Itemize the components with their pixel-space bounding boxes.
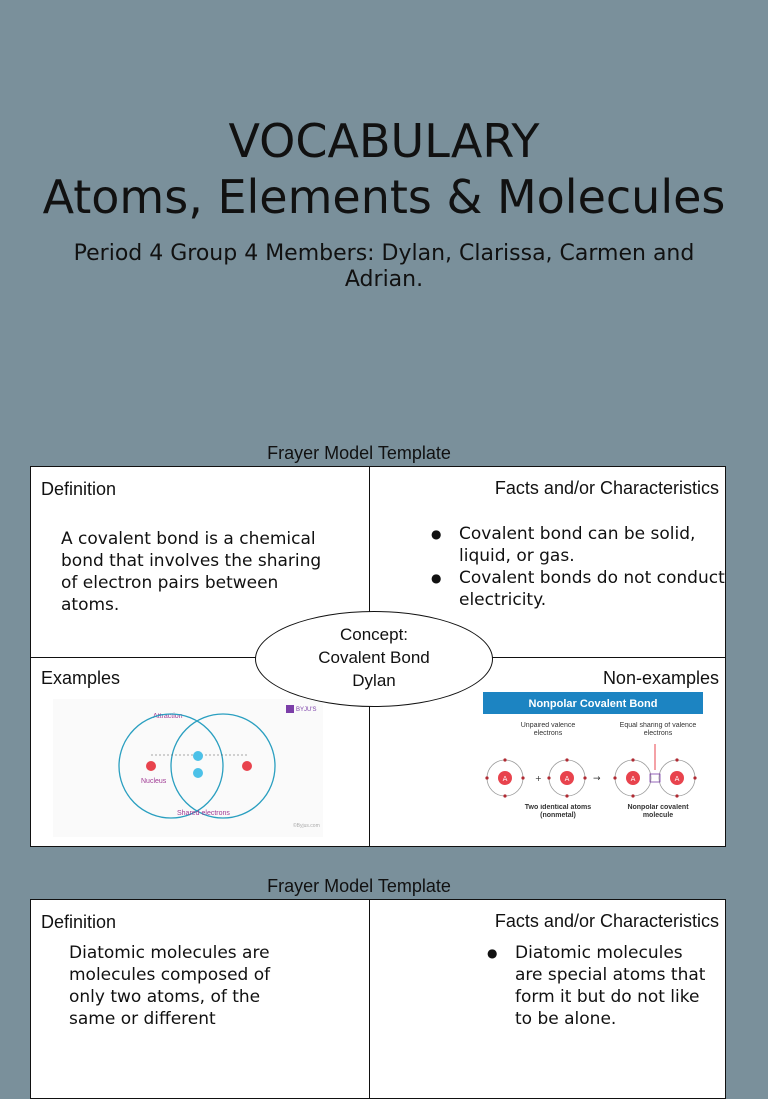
svg-text:A: A [630,775,636,783]
nonpolar-covalent-diagram [473,692,703,838]
nucleus-left [146,761,156,771]
two-atoms-label: Two identical atoms (nonmetal) [524,804,592,819]
divider-vertical [369,900,370,1098]
shared-electron [193,751,203,761]
facts-label: Facts and/or Characteristics [494,478,719,498]
definition-label: Definition [41,479,117,499]
equal-sharing-label: Equal sharing of valence electrons [619,722,697,737]
facts-list [487,942,715,1030]
fact-item: ● Covalent bond can be solid, liquid, or gas. [459,523,729,567]
facts-list [431,523,729,611]
frayer-1-title: Frayer Model Template [267,443,451,463]
facts-label: Facts and/or Characteristics [494,911,719,931]
molecule-label: Nonpolar covalent molecule [627,804,689,819]
covalent-bond-diagram [53,699,323,837]
svg-text:A: A [502,775,508,783]
frayer-model-2 [30,899,726,1099]
definition-label: Definition [41,912,117,932]
fact-item: ● Covalent bonds do not conduct electricity. [459,567,729,611]
shared-electrons-label: Shared electrons [177,810,230,817]
svg-text:→: → [593,774,601,784]
title-line-2: Atoms, Elements & Molecules [42,170,726,224]
title-line-1: VOCABULARY [228,114,540,168]
nucleus-label: Nucleus [141,778,167,785]
nucleus-right [242,761,252,771]
fact-item: ● Diatomic molecules are special atoms that form it but do not like to be alone. [515,942,715,1030]
examples-label: Examples [41,668,121,688]
shared-electron [193,768,203,778]
frayer-model-1 [30,466,726,847]
frayer-2-title: Frayer Model Template [267,876,451,896]
concept-prefix: Concept: [339,625,409,644]
byjus-logo: BYJU'S [296,707,317,713]
nonexamples-label: Non-examples [602,668,719,688]
unpaired-label: Unpaired valence electrons [520,722,576,737]
watermark: ©Byjus.com [293,823,320,829]
subtitle: Period 4 Group 4 Members: Dylan, Clarissa, Carmen and Adrian. [73,241,695,292]
concept-author: Dylan [352,671,396,690]
svg-text:+: + [535,774,542,783]
banner-title: Nonpolar Covalent Bond [528,698,658,710]
definition-text: A covalent bond is a chemical bond that involves the sharing of electron pairs between atoms. [61,529,322,615]
attraction-label: Attraction [153,713,183,720]
concept-ellipse [255,611,493,707]
svg-text:A: A [674,775,680,783]
concept-name: Covalent Bond [318,648,430,667]
svg-text:A: A [564,775,570,783]
definition-text: Diatomic molecules are molecules composed of only two atoms, of the same or different [69,943,271,1029]
